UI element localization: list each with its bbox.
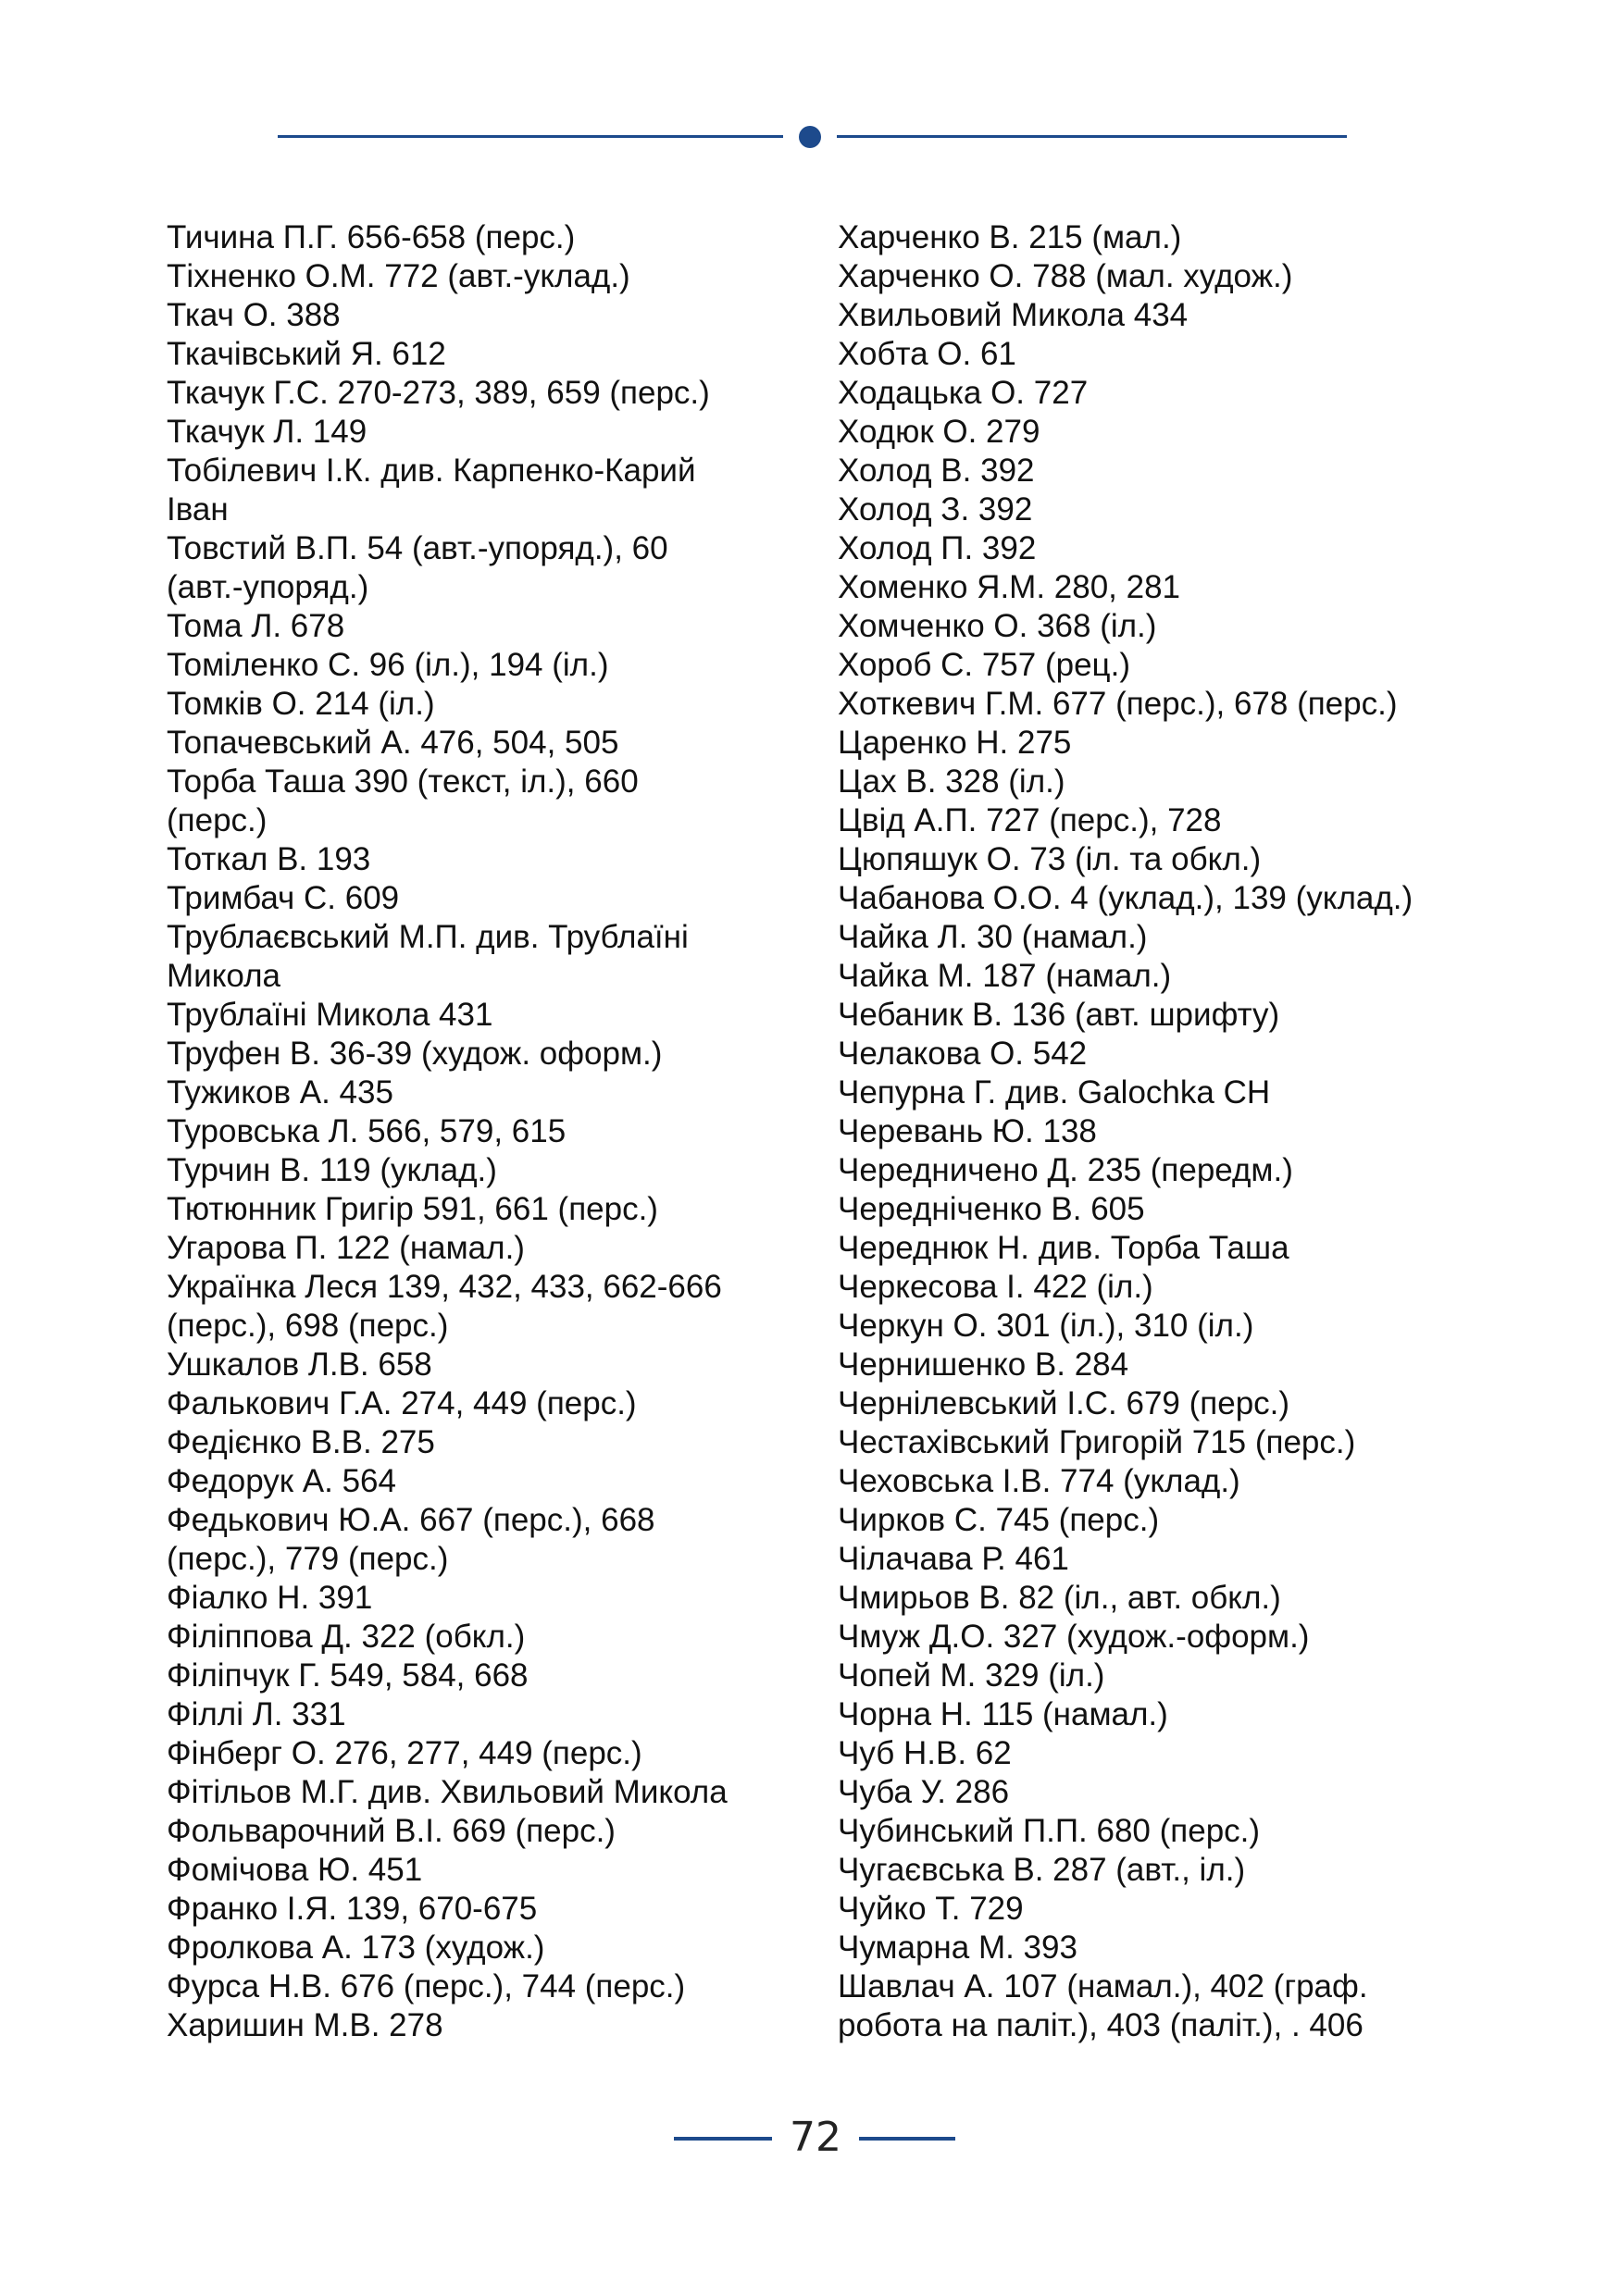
- index-entry: Чередніченко В. 605: [838, 1191, 1145, 1227]
- footer-rule-left: [674, 2137, 772, 2141]
- index-entry: Чмирьов В. 82 (іл., авт. обкл.): [838, 1580, 1281, 1616]
- index-entry: Шавлач А. 107 (намал.), 402 (граф.: [838, 1968, 1368, 2004]
- index-entry: Чуйко Т. 729: [838, 1891, 1024, 1927]
- footer-rule-right: [859, 2137, 955, 2141]
- index-entry: Труфен В. 36-39 (худож. оформ.): [167, 1036, 663, 1072]
- index-entry: (перс.), 779 (перс.): [167, 1541, 449, 1577]
- index-entry: Чопей М. 329 (іл.): [838, 1657, 1105, 1694]
- page-footer: [0, 2112, 1619, 2164]
- index-entry: робота на паліт.), 403 (паліт.), . 406: [838, 2007, 1364, 2043]
- index-entry: Чепурна Г. див. Galochka CH: [838, 1074, 1271, 1111]
- index-entry: Тома Л. 678: [167, 608, 345, 644]
- index-entry: Турчин В. 119 (уклад.): [167, 1152, 497, 1188]
- index-entry: Холод В. 392: [838, 453, 1035, 489]
- index-entry: (перс.), 698 (перс.): [167, 1308, 449, 1344]
- index-entry: Трублаїні Микола 431: [167, 997, 493, 1033]
- index-entry: Холод З. 392: [838, 491, 1033, 527]
- index-entry: Торба Таша 390 (текст, іл.), 660: [167, 763, 639, 800]
- page-number: 72: [790, 2114, 841, 2161]
- header-rule-right: [837, 135, 1347, 138]
- index-entry: Чередничено Д. 235 (передм.): [838, 1152, 1293, 1188]
- index-entry: Харченко О. 788 (мал. худож.): [838, 258, 1293, 294]
- index-entry: Чеховська І.В. 774 (уклад.): [838, 1463, 1240, 1499]
- index-entry: Ткач О. 388: [167, 297, 341, 333]
- index-entry: Філлі Л. 331: [167, 1696, 346, 1732]
- index-entry: Трублаєвський М.П. див. Трублаїні: [167, 919, 689, 955]
- index-entry: Хвильовий Микола 434: [838, 297, 1189, 333]
- index-entry: Франко І.Я. 139, 670-675: [167, 1891, 538, 1927]
- index-entry: Тіхненко О.М. 772 (авт.-уклад.): [167, 258, 630, 294]
- index-entry: Честахівський Григорій 715 (перс.): [838, 1424, 1356, 1460]
- index-entry: Тичина П.Г. 656-658 (перс.): [167, 219, 576, 255]
- index-entry: Фурса Н.В. 676 (перс.), 744 (перс.): [167, 1968, 686, 2004]
- index-entry: Фольварочний В.І. 669 (перс.): [167, 1813, 616, 1849]
- index-entry: Чуба У. 286: [838, 1774, 1010, 1810]
- index-entry: Хоменко Я.М. 280, 281: [838, 569, 1181, 605]
- index-entry: Холод П. 392: [838, 530, 1037, 566]
- index-entry: Фролкова А. 173 (худож.): [167, 1930, 545, 1966]
- index-entry: Череднюк Н. див. Торба Таша: [838, 1230, 1289, 1266]
- index-column-right: [838, 218, 1467, 2045]
- index-entry: Ткачівський Я. 612: [167, 336, 446, 372]
- index-entry: Чорна Н. 115 (намал.): [838, 1696, 1168, 1732]
- index-entry: Філіпчук Г. 549, 584, 668: [167, 1657, 529, 1694]
- index-entry: Філіппова Д. 322 (обкл.): [167, 1619, 526, 1655]
- index-entry: Царенко Н. 275: [838, 725, 1072, 761]
- index-entry: Чайка Л. 30 (намал.): [838, 919, 1148, 955]
- index-entry: Черкесова І. 422 (іл.): [838, 1269, 1153, 1305]
- index-entry: Фалькович Г.А. 274, 449 (перс.): [167, 1385, 637, 1421]
- index-entry: Томіленко С. 96 (іл.), 194 (іл.): [167, 647, 609, 683]
- index-entry: Федієнко В.В. 275: [167, 1424, 435, 1460]
- index-entry: Микола: [167, 958, 280, 994]
- index-entry: Чугаєвська В. 287 (авт., іл.): [838, 1852, 1246, 1888]
- index-entry: (перс.): [167, 802, 268, 838]
- header-ornament: [278, 130, 1347, 148]
- index-entry: Чумарна М. 393: [838, 1930, 1077, 1966]
- index-entry: (авт.-упоряд.): [167, 569, 369, 605]
- index-entry: Хомченко О. 368 (іл.): [838, 608, 1157, 644]
- header-dot-icon: [799, 126, 821, 148]
- index-entry: Чебаник В. 136 (авт. шрифту): [838, 997, 1280, 1033]
- index-column-left: [167, 218, 805, 2045]
- index-entry: Тримбач С. 609: [167, 880, 400, 916]
- index-entry: Чабанова О.О. 4 (уклад.), 139 (уклад.): [838, 880, 1414, 916]
- index-entry: Чілачава Р. 461: [838, 1541, 1069, 1577]
- index-entry: Черевань Ю. 138: [838, 1113, 1097, 1149]
- index-entry: Тютюнник Григір 591, 661 (перс.): [167, 1191, 658, 1227]
- index-entry: Федорук А. 564: [167, 1463, 396, 1499]
- index-entry: Фінберг О. 276, 277, 449 (перс.): [167, 1735, 642, 1771]
- index-entry: Чирков С. 745 (перс.): [838, 1502, 1160, 1538]
- index-entry: Чернишенко В. 284: [838, 1347, 1129, 1383]
- index-entry: Угарова П. 122 (намал.): [167, 1230, 525, 1266]
- header-rule-left: [278, 135, 783, 138]
- index-entry: Чуб Н.В. 62: [838, 1735, 1012, 1771]
- index-entry: Цюпяшук О. 73 (іл. та обкл.): [838, 841, 1262, 877]
- index-entry: Іван: [167, 491, 229, 527]
- index-entry: Челакова О. 542: [838, 1036, 1088, 1072]
- index-entry: Ходацька О. 727: [838, 375, 1089, 411]
- index-entry: Харишин М.В. 278: [167, 2007, 443, 2043]
- index-entry: Ушкалов Л.В. 658: [167, 1347, 432, 1383]
- index-entry: Хороб С. 757 (рец.): [838, 647, 1130, 683]
- index-entry: Українка Леся 139, 432, 433, 662-666: [167, 1269, 722, 1305]
- index-entry: Тужиков А. 435: [167, 1074, 393, 1111]
- index-entry: Чернілевський І.С. 679 (перс.): [838, 1385, 1290, 1421]
- index-entry: Томків О. 214 (іл.): [167, 686, 435, 722]
- index-entry: Хоткевич Г.М. 677 (перс.), 678 (перс.): [838, 686, 1398, 722]
- index-entry: Фомічова Ю. 451: [167, 1852, 423, 1888]
- index-entry: Чубинський П.П. 680 (перс.): [838, 1813, 1261, 1849]
- index-entry: Чайка М. 187 (намал.): [838, 958, 1172, 994]
- index-entry: Фітільов М.Г. див. Хвильовий Микола: [167, 1774, 728, 1810]
- index-entry: Товстий В.П. 54 (авт.-упоряд.), 60: [167, 530, 668, 566]
- index-entry: Цвід А.П. 727 (перс.), 728: [838, 802, 1222, 838]
- index-entry: Туровська Л. 566, 579, 615: [167, 1113, 567, 1149]
- index-entry: Чмуж Д.О. 327 (худож.-оформ.): [838, 1619, 1310, 1655]
- index-entry: Черкун О. 301 (іл.), 310 (іл.): [838, 1308, 1254, 1344]
- index-entry: Фіалко Н. 391: [167, 1580, 373, 1616]
- index-entry: Федькович Ю.А. 667 (перс.), 668: [167, 1502, 655, 1538]
- index-entry: Топачевський А. 476, 504, 505: [167, 725, 619, 761]
- index-entry: Ходюк О. 279: [838, 414, 1040, 450]
- index-entry: Цах В. 328 (іл.): [838, 763, 1065, 800]
- index-entry: Харченко В. 215 (мал.): [838, 219, 1182, 255]
- index-entry: Ткачук Л. 149: [167, 414, 367, 450]
- index-entry: Ткачук Г.С. 270-273, 389, 659 (перс.): [167, 375, 710, 411]
- index-entry: Тоткал В. 193: [167, 841, 371, 877]
- index-entry: Хобта О. 61: [838, 336, 1016, 372]
- index-entry: Тобілевич І.К. див. Карпенко-Карий: [167, 453, 696, 489]
